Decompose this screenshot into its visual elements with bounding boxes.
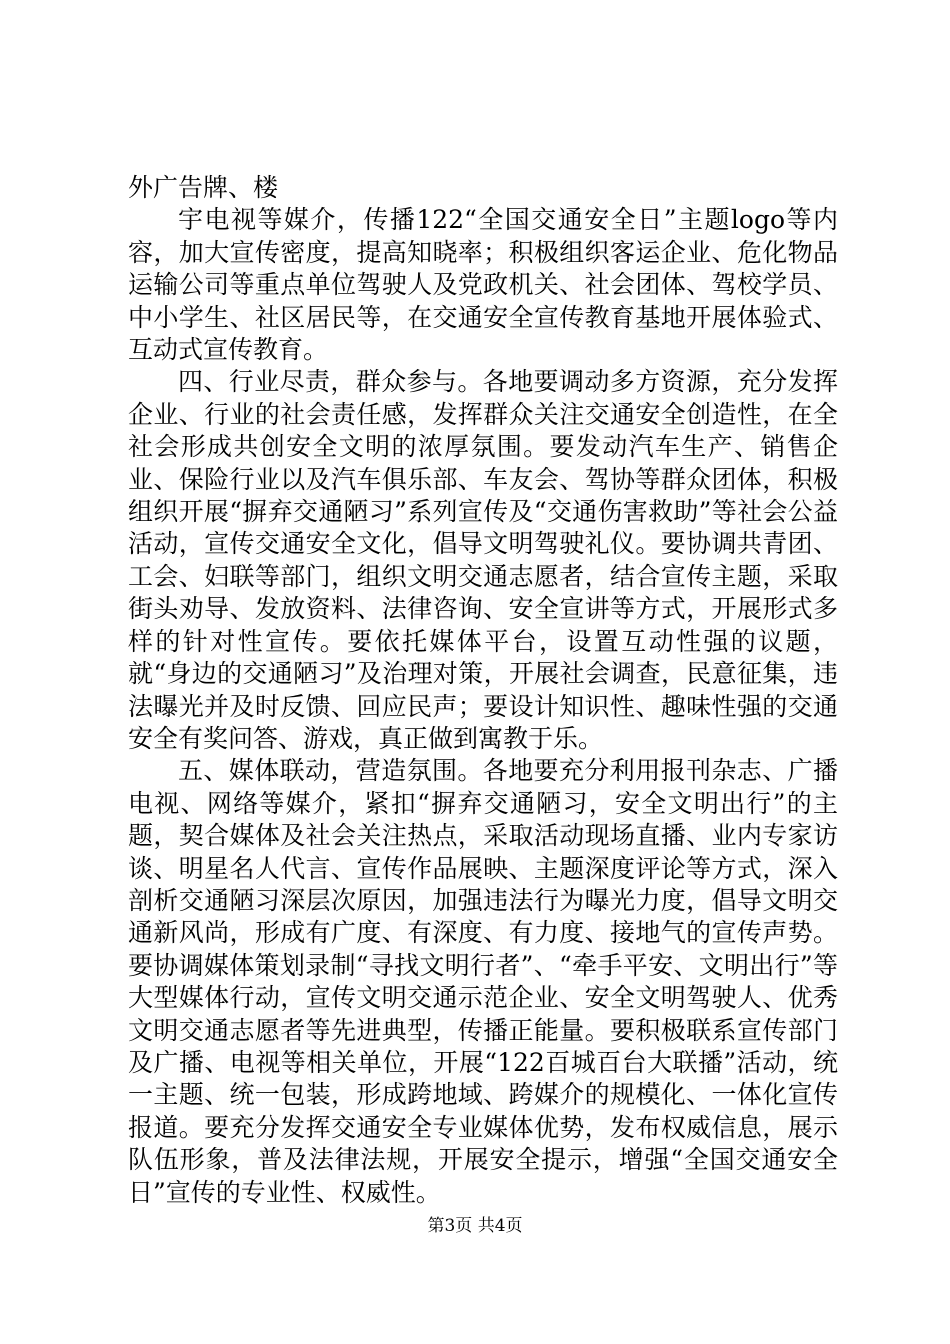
paragraph-fragment: 外广告牌、楼 <box>128 173 279 202</box>
paragraph-section-four: 四、行业尽责，群众参与。各地要调动多方资源，充分发挥企业、行业的社会责任感，发挥群众关注交通安全创造性，在全社会形成共创安全文明的浓厚氛围。要发动汽车生产、销售企业、保险行业以及汽车俱乐部、车友会、驾协等群众团体，积极组织开展“摒弃交通陋习”系列宣传及“交通伤害救助”等社会公益活动，宣传交通安全文化，倡导文明驾驶礼仪。要协调共青团、工会、妇联等部门，组织文明交通志愿者，结合宣传主题，采取街头劝导、发放资料、法律咨询、安全宣讲等方式，开展形式多样的针对性宣传。要依托媒体平台，设置互动性强的议题，就“身边的交通陋习”及治理对策，开展社会调查，民意征集，违法曝光并及时反馈、回应民声；要设计知识性、趣味性强的交通安全有奖问答、游戏，真正做到寓教于乐。 <box>128 367 838 753</box>
paragraph-section-five: 五、媒体联动，营造氛围。各地要充分利用报刊杂志、广播电视、网络等媒介，紧扣“摒弃交通陋习，安全文明出行”的主题，契合媒体及社会关注热点，采取活动现场直播、业内专家访谈、明星名人代言、宣传作品展映、主题深度评论等方式，深入剖析交通陋习深层次原因，加强违法行为曝光力度，倡导文明交通新风尚，形成有广度、有深度、有力度、接地气的宣传声势。要协调媒体策划录制“寻找文明行者”、“牵手平安、文明出行”等大型媒体行动，宣传文明交通示范企业、安全文明驾驶人、优秀文明交通志愿者等先进典型，传播正能量。要积极联系宣传部门及广播、电视等相关单位，开展“122百城百台大联播”活动，统一主题、统一包装，形成跨地域、跨媒介的规模化、一体化宣传报道。要充分发挥交通安全专业媒体优势，发布权威信息，展示队伍形象，普及法律法规，开展安全提示，增强“全国交通安全日”宣传的专业性、权威性。 <box>128 756 838 1207</box>
document-body <box>128 172 838 1209</box>
paragraph-media-promotion: 宇电视等媒介，传播122“全国交通安全日”主题logo等内容，加大宣传密度，提高知晓率；积极组织客运企业、危化物品运输公司等重点单位驾驶人及党政机关、社会团体、驾校学员、中小学生、社区居民等，在交通安全宣传教育基地开展体验式、互动式宣传教育。 <box>128 205 838 365</box>
page-number-footer: 第3页 共4页 <box>427 1216 523 1236</box>
